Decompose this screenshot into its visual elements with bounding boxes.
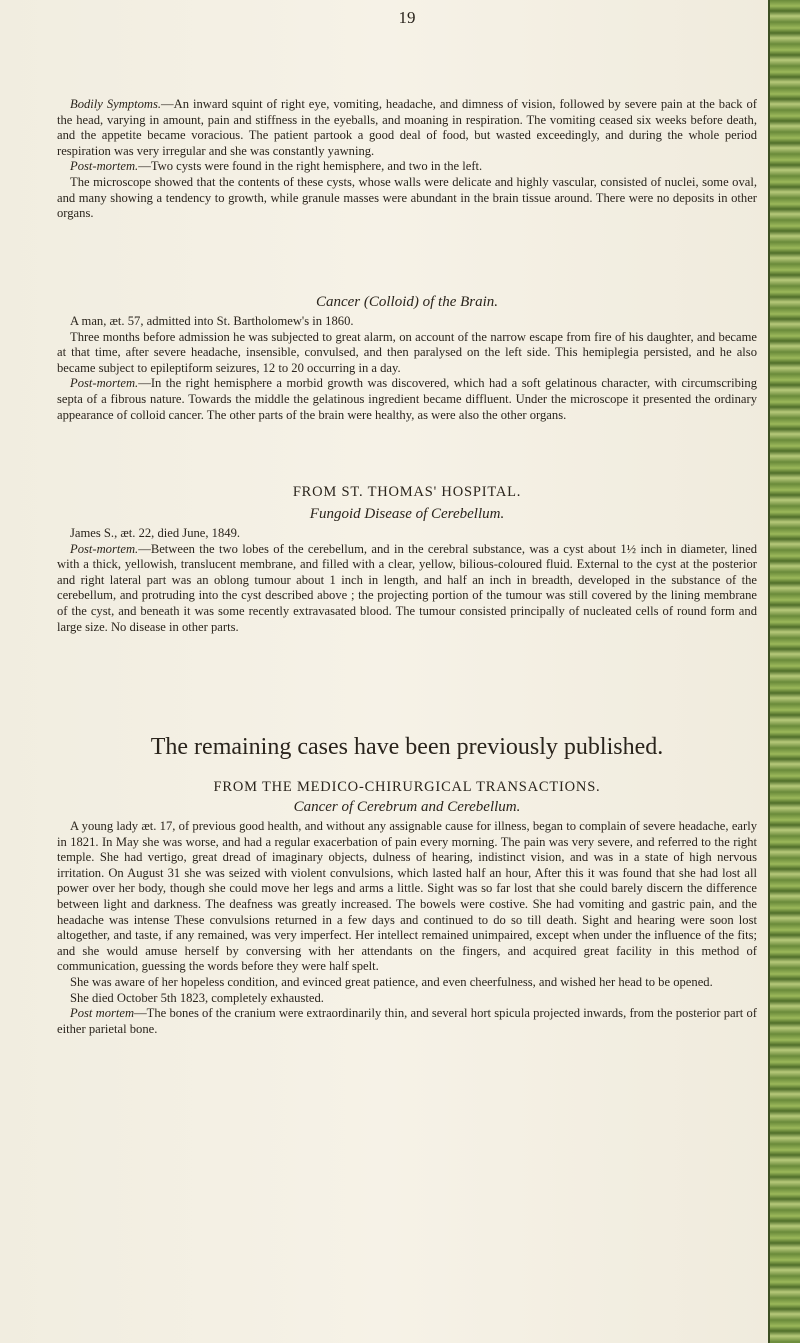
fungoid-intro: James S., æt. 22, died June, 1849.: [70, 526, 241, 540]
case-3-paragraph-2: She was aware of her hopeless condition, and evinced great patience, and even cheerfulness, and wished her head to be opened.: [70, 974, 713, 989]
case-2-postmortem-text: —In the right hemisphere a morbid growth was discovered, which had a soft gelatinous character, with circumscribing septa of a fibrous nature. Towards the middle the gelatinous ingredient became diffluent. Under the microscope it presented the ordinary appearance of colloid cancer. The other parts of the brain were healthy, as were also the other organs.: [57, 376, 757, 422]
case-2-history: Three months before admission he was subjected to great alarm, on account of the narrow escape from fire of his daughter, and became at that time, after severe headache, insensible, convulsed, and then paralysed on the left side. This hemiplegia persisted, and he also became subject to epileptiform seizures, 12 to 20 occurring in a day.: [57, 329, 757, 375]
case-3-postmortem-heading: Post mortem: [70, 1006, 135, 1021]
microscope-paragraph: The microscope showed that the contents of these cysts, whose walls were delicate and highly vascular, consisted of nuclei, some oval, and many showing a tendency to growth, while granule masses were abundant in the brain tissue around. There were no deposits in other organs.: [57, 174, 757, 221]
fungoid-postmortem-text: —Between the two lobes of the cerebellum, and in the cerebral substance, was a cyst about 1½ inch in diameter, lined with a thick, yellowish, translucent membrane, and filled with a clear, yellow, bilious-coloured fluid. External to the cyst at the posterior and right lateral part was an oblong tumour about 1 inch in length, and half an inch in breadth, developed in the substance of the cerebellum, and protruding into the cyst described above ; the projecting portion of the tumour was still covered by the lining membrane of the cyst, and beneath it was some recently extravasated blood. The tumour consisted principally of nucleated cells of round form and large size. No disease in other parts.: [57, 541, 757, 634]
bodily-symptoms-paragraph: [57, 97, 757, 159]
case-3-postmortem: [57, 1006, 757, 1037]
case-1: [57, 97, 757, 222]
st-thomas-heading: FROM ST. THOMAS' HOSPITAL.: [292, 484, 522, 500]
remaining-cases-heading: The remaining cases have been previously published.: [150, 734, 664, 760]
fungoid-postmortem-heading: Post-mortem.: [70, 541, 139, 556]
symptoms-text: —An inward squint of right eye, vomiting, headache, and dimness of vision, followed by severe pain at the back of the head, varying in amount, pain and stiffness in the eyeballs, and moaning in respiration. The vomiting ceased six weeks before death, and the appetite became voracious. The patient partook a good deal of food, but wasted exceedingly, and during the whole period respiration was very irregular and she was constantly yawning.: [57, 97, 758, 158]
section-med-chir: [57, 778, 757, 1037]
case-2: [57, 293, 757, 423]
section-st-thomas: [57, 483, 757, 635]
symptoms-heading: Bodily Symptoms.: [70, 97, 162, 111]
case-2-postmortem-heading: Post-mortem.: [70, 376, 139, 391]
case-2-postmortem: [57, 376, 757, 423]
case-2-title: Cancer (Colloid) of the Brain.: [315, 294, 499, 310]
case-3-postmortem-text: —The bones of the cranium were extraordinarily thin, and several hort spicula projected inwards, from the posterior part of either parietal bone.: [57, 1006, 757, 1036]
med-chir-heading: FROM THE MEDICO-CHIRURGICAL TRANSACTIONS.: [213, 779, 601, 795]
book-binding-edge: [768, 0, 800, 1343]
postmortem-paragraph-1: [57, 159, 757, 175]
remaining-cases: [57, 733, 757, 761]
postmortem-heading-1: Post-mortem.: [70, 159, 139, 174]
cancer-cerebrum-title: Cancer of Cerebrum and Cerebellum.: [293, 799, 521, 815]
fungoid-title: Fungoid Disease of Cerebellum.: [309, 506, 505, 522]
case-3-paragraph-1: A young lady æt. 17, of previous good health, and without any assignable cause for illness, began to complain of severe headache, early in 1821. In May she was worse, and had a regular exacerbation of pain every morning. The pain was very severe, and referred to the right temple. She had vertigo, great dread of imaginary objects, dulness of hearing, indistinct vision, and was in a state of high nervous irritation. On August 31 she was seized with violent convulsions, which lasted half an hour, After this it was found that she had lost all power over her body, though she could move her legs and arms a little. Sight was so far lost that she could barely discern the difference between light and darkness. The deafness was greatly increased. The bowels were costive. She had vomiting and gastric pain, and the headache was intense These convulsions returned in a few days and continued to do so till death. Sight and hearing were soon lost altogether, and taste, if any remained, was very imperfect. Her intellect remained unimpaired, except when under the influence of the fits; and she would amuse herself by conversing with her attendants on the fingers, and acquired great facility in this method of communication, guessing the words before they were half spelt.: [57, 819, 757, 974]
page-number: 19: [398, 8, 416, 27]
postmortem-text-1: —Two cysts were found in the right hemisphere, and two in the left.: [138, 159, 483, 174]
case-3-paragraph-3: She died October 5th 1823, completely exhausted.: [70, 990, 324, 1005]
fungoid-postmortem: [57, 542, 757, 636]
case-2-intro: A man, æt. 57, admitted into St. Bartholomew's in 1860.: [70, 314, 354, 328]
